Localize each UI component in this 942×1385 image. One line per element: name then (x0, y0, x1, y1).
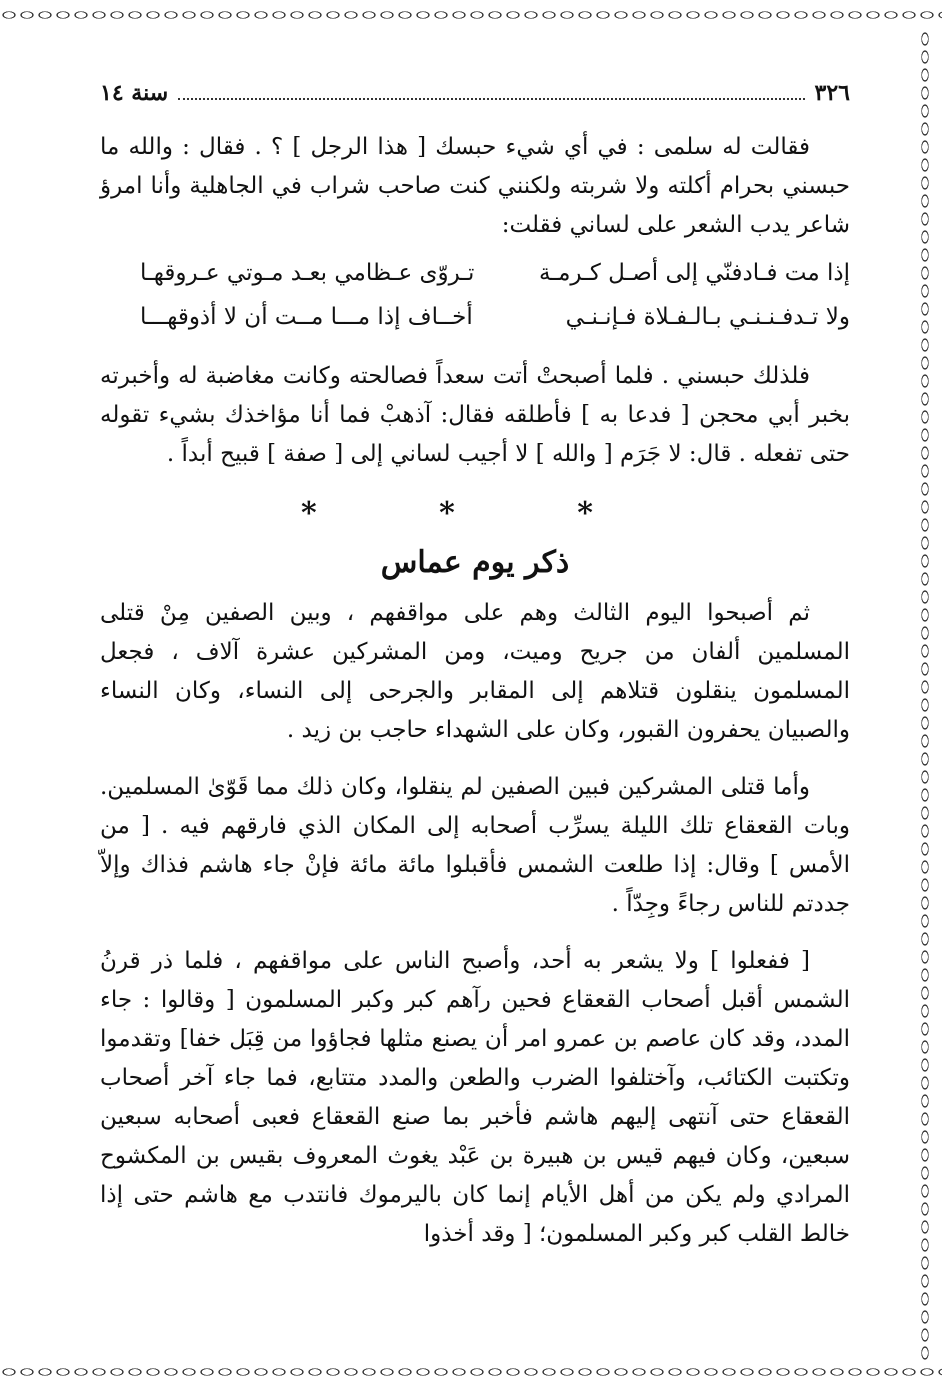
verse-second-hemistich: أخــاف إذا مـــا مــت أن لا أذوقهـــا (140, 304, 473, 330)
year-label: سنة ١٤ (100, 80, 169, 106)
verse-first-hemistich: ولا تـدفـنـنـي بـالـفـلاة فـإنـنـي (565, 304, 850, 330)
section-separator: * * * (301, 496, 649, 531)
page-number: ٣٢٦ (814, 80, 850, 106)
section-paragraph: وأما قتلى المشركين فبين الصفين لم ينقلوا، وكان ذلك مما قَوّىٰ المسلمين. وبات القعقاع تلك الليلة يسرِّب أصحابه إلى المكان الذي فارقهم فيه . [ من الأمس ] وقال: إذا طلعت الشمس فأقبلوا مائة مائة فإنْ جاء هاشم فذاك وإلاّ جددتم للناس رجاءً وجِدّاً . (100, 774, 851, 917)
section-title: ذكر يوم عماس (380, 545, 570, 580)
verse-line (100, 251, 850, 295)
paragraph-intro: فقالت له سلمى : في أي شيء حبسك [ هذا الرجل ] ؟ . فقال : والله ما حبسني بحرام أكلته ولا شربته ولكنني كنت صاحب شراب في الجاهلية وأنا امرؤ شاعر يدب الشعر على لساني فقلت: (100, 134, 850, 238)
section-paragraph: ثم أصبحوا اليوم الثالث وهم على مواقفهم ، وبين الصفين مِنْ قتلى المسلمين ألفان من جريح وميت، ومن المشركين عشرة آلاف ، فجعل المسلمون ينقلون قتلاهم إلى المقابر والجرحى إلى النساء، وكان النساء والصبيان يحفرون القبور، وكان على الشهداء حاجب بن زيد . (100, 600, 850, 743)
page-header (100, 80, 850, 116)
decorative-border-right (908, 30, 942, 1360)
verse-first-hemistich: إذا مت فـادفنّي إلى أصـل كـرمـة (539, 260, 850, 286)
paragraph-after-verse: فلذلك حبسني . فلما أصبحتْ أتت سعداً فصالحته وكانت مغاضبة له وأخبرته بخبر أبي محجن [ فدعا به ] فأطلقه فقال: آذهبْ فما أنا مؤاخذك بشيء تقوله حتى تفعله . قال: لا جَرَم [ والله ] لا أجيب لساني إلى [ صفة ] قبيح أبداً . (100, 363, 851, 467)
book-page (100, 80, 850, 1254)
decorative-border-top (0, 0, 942, 30)
verse-second-hemistich: تـروّى عـظامي بعـد مـوتي عـروقهـا (140, 260, 475, 286)
decorative-border-bottom (0, 1359, 942, 1385)
section-paragraph: [ ففعلوا ] ولا يشعر به أحد، وأصبح الناس على مواقفهم ، فلما ذر قرنُ الشمس أقبل أصحاب القعقاع فحين رآهم كبر وكبر المسلمون [ وقالوا : جاء المدد، وقد كان عاصم بن عمرو امر أن يصنع مثلها فجاؤوا من قِبَل خفا] وتقدموا وتكتبت الكتائب، وآختلفوا الضرب والطعن والمدد متتابع، فما جاء آخر أصحاب القعقاع حتى آنتهى إليهم هاشم فأخبر بما صنع القعقاع فعبى أصحابه سبعين سبعين، وكان فيهم قيس بن هبيرة بن عَبْد يغوث المعروف بقيس بن المكشوح المرادي ولم يكن من أهل الأيام إنما كان باليرموك فانتدب مع هاشم حتى إذا خالط القلب كبر وكبر المسلمون؛ [ وقد أخذوا (100, 948, 850, 1247)
header-dotted-rule (178, 84, 804, 100)
verse-line (100, 295, 850, 339)
